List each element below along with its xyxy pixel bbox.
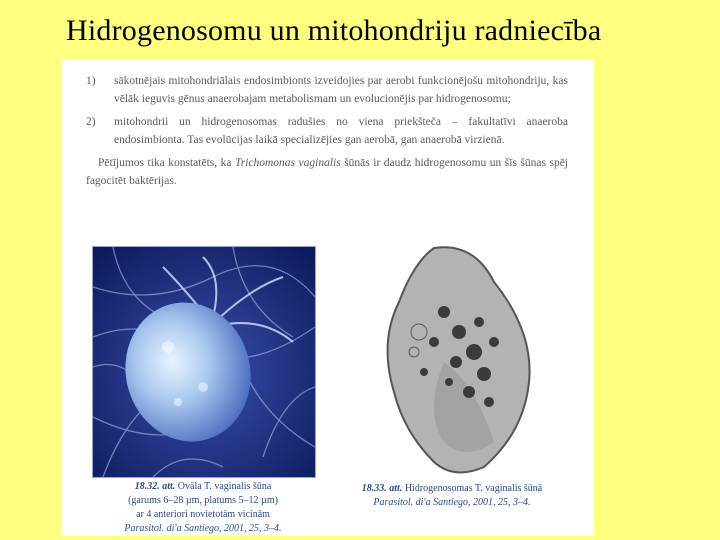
list-number: 2) bbox=[86, 116, 96, 128]
list-text: mitohondrii un hidrogenosomas radušies no viena priekšteča – fakultatīvi anaeroba endosimbionta. Tas evolūcijas laikā specializējies gan aerobā, gan anaerobā virzienā. bbox=[114, 116, 568, 146]
caption-left-source: Parasitol. di'a Santiego, 2001, 25, 3–4. bbox=[124, 523, 282, 534]
tem-micrograph-image bbox=[364, 242, 544, 480]
caption-text: Hidrogenosomas T. vaginalis šūnā bbox=[402, 483, 543, 494]
tem-micrograph bbox=[364, 242, 544, 480]
caption-right-line1 bbox=[332, 482, 572, 496]
list-item bbox=[86, 72, 568, 108]
paragraph-text: Pētījumos tika konstatēts, ka bbox=[98, 157, 235, 169]
body-text bbox=[86, 72, 568, 190]
caption-right bbox=[332, 482, 572, 510]
paragraph bbox=[86, 154, 568, 190]
caption-text: Ovāla T. vaginalis šūna bbox=[175, 481, 272, 492]
species-name: Trichomonas vaginalis bbox=[234, 157, 341, 169]
slide-title: Hidrogenosomu un mitohondriju radniecība bbox=[66, 14, 602, 47]
figure-number: 18.33. att. bbox=[361, 483, 403, 494]
caption-right-source: Parasitol. di'a Santiego, 2001, 25, 3–4. bbox=[373, 497, 531, 508]
sem-micrograph-image bbox=[93, 247, 315, 477]
caption-left-line3: ar 4 anteriori novietotām vicinām bbox=[136, 509, 270, 520]
sem-micrograph bbox=[92, 246, 316, 478]
caption-left-line1 bbox=[92, 480, 314, 494]
list-text: sākotnējais mitohondriālais endosimbionts izveidojies par aerobi funkcionējošu mitohondriju, kas vēlāk ieguvis gēnus anaerobajam metabolismam un evolucionējis par hidrogenosomu; bbox=[114, 75, 568, 105]
list-item bbox=[86, 113, 568, 149]
caption-left bbox=[92, 480, 314, 536]
paragraph-text-end: šūnās ir daudz hidrogenosomu un šīs šūnas spēj fagocitēt baktērijas. bbox=[86, 157, 568, 187]
figure-number: 18.32. att. bbox=[134, 481, 176, 492]
caption-left-line2: (garums 6–28 µm, platums 5–12 µm) bbox=[128, 495, 278, 506]
page-scan bbox=[62, 60, 594, 536]
list-number: 1) bbox=[86, 75, 96, 87]
